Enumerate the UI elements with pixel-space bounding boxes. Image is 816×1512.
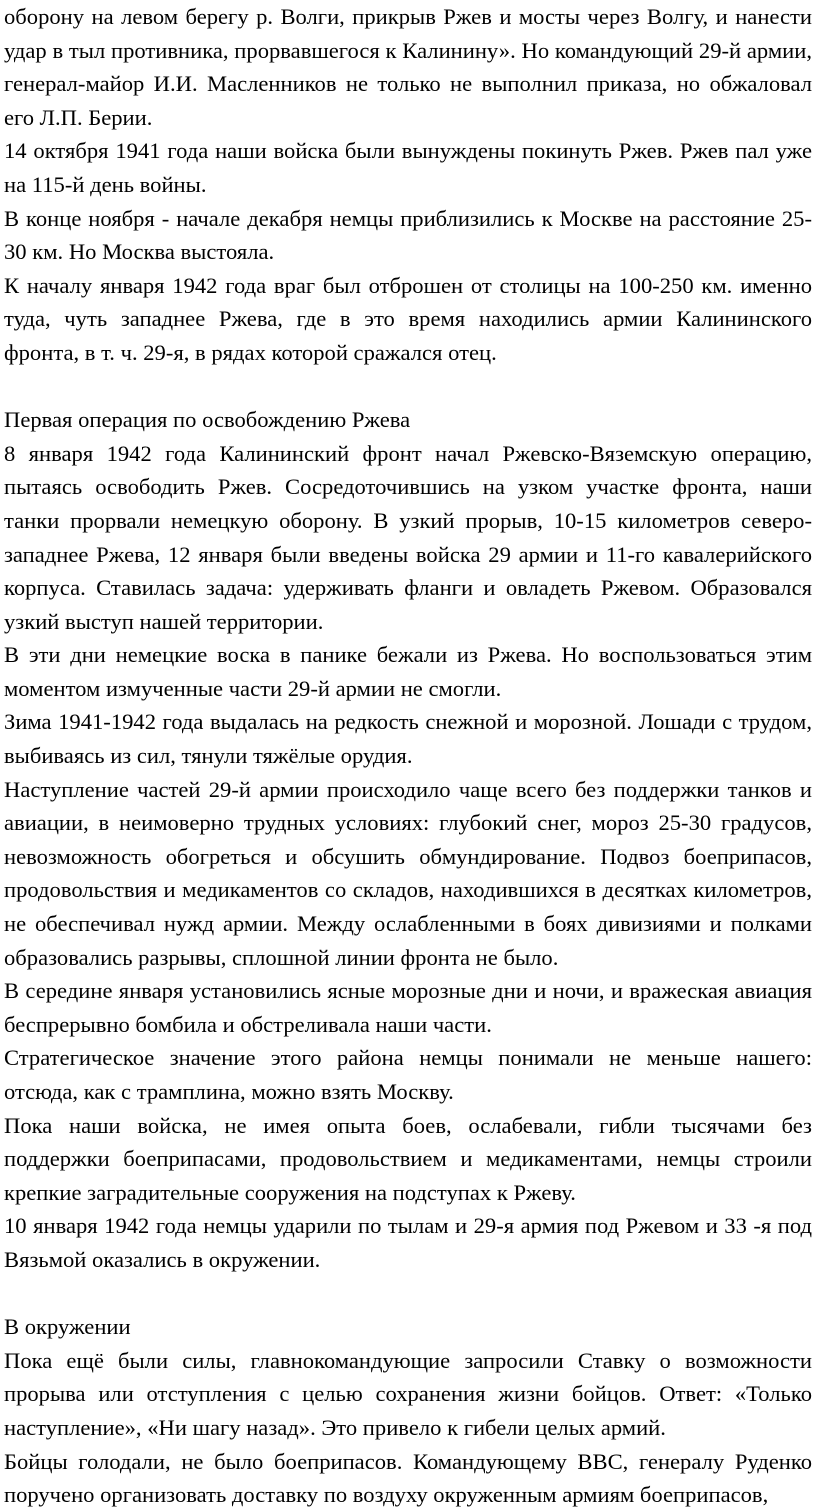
- paragraph-strategic-value: Стратегическое значение этого района немцы понимали не меньше нашего: отсюда, как с трамплина, можно взять Москву.: [4, 1045, 812, 1104]
- paragraph-defense-order: оборону на левом берегу р. Волги, прикрыв Ржев и мосты через Волгу, и нанести удар в тыл противника, прорвавшегося к Калинину». Но командующий 29-й армии, генерал-майор И.И. Масленников не только не выполнил приказа, но обжаловал его Л.П. Берии.: [4, 4, 812, 130]
- paragraph-troops-weakening: Пока наши войска, не имея опыта боев, ослабевали, гибли тысячами без поддержки боеприпасами, продовольствием и медикаментами, немцы строили крепкие заградительные сооружения на подступах к Ржеву.: [4, 1112, 812, 1205]
- paragraph-soldiers-starving: Бойцы голодали, не было боеприпасов. Командующему ВВС, генералу Руденко поручено организовать доставку по воздуху окруженным армиям боеприпасов,: [4, 1448, 812, 1508]
- blank-line: [4, 370, 812, 404]
- paragraph-moscow-approach: В конце ноября - начале декабря немцы приблизились к Москве на расстояние 25-30 км. Но Москва выстояла.: [4, 205, 812, 265]
- paragraph-rzhev-abandoned: 14 октября 1941 года наши войска были вынуждены покинуть Ржев. Ржев пал уже на 115-й день войны.: [4, 138, 812, 197]
- paragraph-air-bombing: В середине января установились ясные морозные дни и ночи, и вражеская авиация беспрерывно бомбила и обстреливала наши части.: [4, 978, 812, 1037]
- paragraph-encirclement-start: 10 января 1942 года немцы ударили по тылам и 29-я армия под Ржевом и 33 -я под Вязьмой оказались в окружении.: [4, 1213, 812, 1272]
- document-page: [4, 0, 812, 1512]
- section-heading-first-operation: Первая операция по освобождению Ржева: [4, 407, 411, 433]
- paragraph-offensive-conditions: Наступление частей 29-й армии происходило чаще всего без поддержки танков и авиации, в неимоверно трудных условиях: глубокий снег, мороз 25-30 градусов, невозможность обогреться и обсушить обмундирование. Подвоз боеприпасов, продовольствия и медикаментов со складов, находившихся в десятках километров, не обеспечивал нужд армии. Между ослабленными в боях дивизиями и полками образовались разрывы, сплошной линии фронта не было.: [4, 776, 812, 970]
- paragraph-kalinin-front-operation: 8 января 1942 года Калининский фронт начал Ржевско-Вяземскую операцию, пытаясь освободить Ржев. Сосредоточившись на узком участке фронта, наши танки прорвали немецкую оборону. В узкий прорыв, 10-15 километров северо-западнее Ржева, 12 января были введены войска 29 армии и 11-го кавалерийского корпуса. Ставилась задача: удерживать фланги и овладеть Ржевом. Образовался узкий выступ нашей территории.: [4, 440, 812, 634]
- paragraph-germans-panic: В эти дни немецкие воска в панике бежали из Ржева. Но воспользоваться этим моментом измученные части 29-й армии не смогли.: [4, 642, 812, 701]
- paragraph-enemy-pushed-back: К началу января 1942 года враг был отброшен от столицы на 100-250 км. именно туда, чуть западнее Ржева, где в это время находились армии Калининского фронта, в т. ч. 29-я, в рядах которой сражался отец.: [4, 272, 812, 365]
- blank-line: [4, 1277, 812, 1311]
- section-heading-encirclement: В окружении: [4, 1314, 131, 1340]
- paragraph-winter: Зима 1941-1942 года выдалась на редкость снежной и морозной. Лошади с трудом, выбиваясь из сил, тянули тяжёлые орудия.: [4, 709, 812, 769]
- paragraph-stavka-request: Пока ещё были силы, главнокомандующие запросили Ставку о возможности прорыва или отступления с целью сохранения жизни бойцов. Ответ: «Только наступление», «Ни шагу назад». Это привело к гибели целых армий.: [4, 1347, 812, 1440]
